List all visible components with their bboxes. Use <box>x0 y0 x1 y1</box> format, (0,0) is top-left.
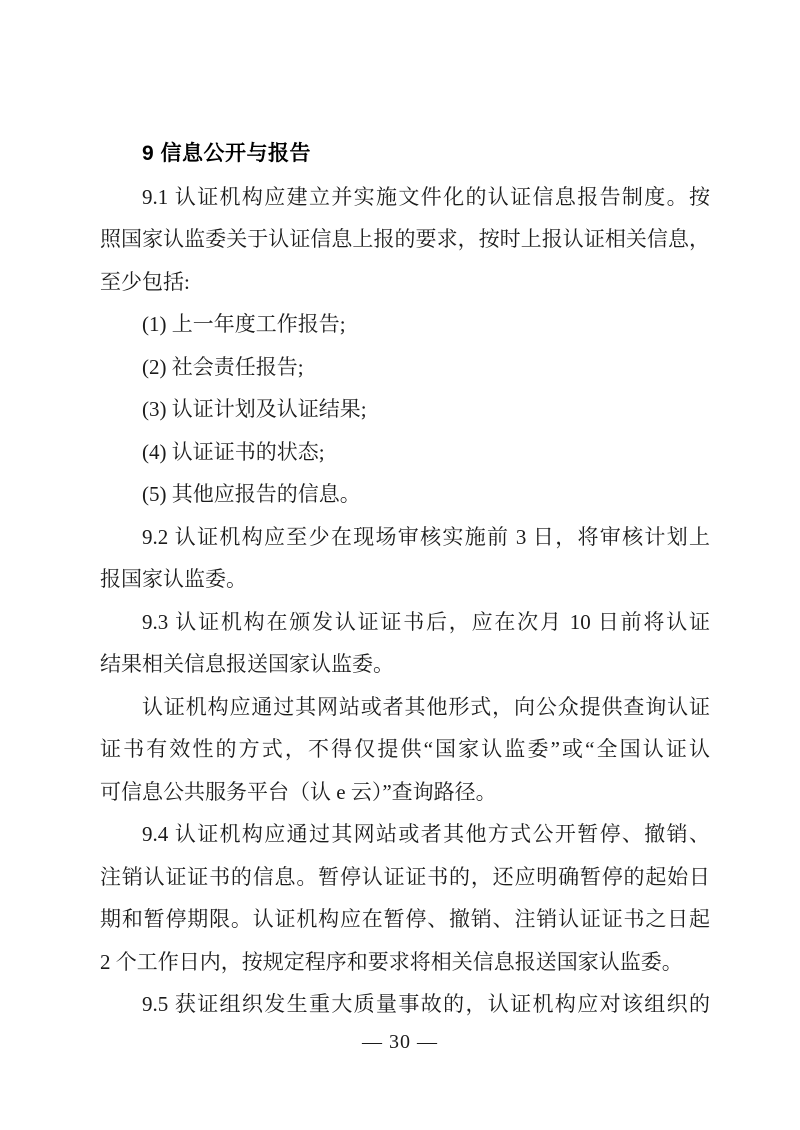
text-line: (4) 认证证书的状态; <box>142 439 325 464</box>
paragraph <box>100 601 710 686</box>
text-line: 9.3 认证机构在颁发认证证书后，应在次月 10 日前将认证 <box>142 609 710 634</box>
paragraph <box>100 813 710 983</box>
page-footer <box>0 1031 800 1054</box>
paragraph <box>100 516 710 601</box>
paragraph <box>100 388 710 431</box>
text-line: (1) 上一年度工作报告; <box>142 312 346 336</box>
text-line: 2 个工作日内，按规定程序和要求将相关信息报送国家认监委。 <box>100 949 683 974</box>
text-line: (3) 认证计划及认证结果; <box>142 397 367 421</box>
text-line: 至少包括: <box>100 269 190 294</box>
text-line: (5) 其他应报告的信息。 <box>142 482 361 506</box>
text-line: 报国家认监委。 <box>100 567 247 591</box>
text-line: 9 信息公开与报告 <box>142 142 312 165</box>
text-line: 照国家认监委关于认证信息上报的要求，按时上报认证相关信息， <box>100 227 710 251</box>
text-line: 结果相关信息报送国家认监委。 <box>100 652 394 676</box>
document-content <box>100 133 710 1026</box>
text-line: 认证机构应通过其网站或者其他形式，向公众提供查询认证 <box>142 694 710 719</box>
text-line: 证书有效性的方式，不得仅提供“国家认监委”或“全国认证认 <box>100 737 710 761</box>
paragraph <box>100 473 710 516</box>
paragraph <box>100 346 710 389</box>
text-line: 注销认证证书的信息。暂停认证证书的，还应明确暂停的起始日 <box>100 864 710 889</box>
section-heading <box>100 133 710 176</box>
paragraph <box>100 983 710 1026</box>
paragraph <box>100 431 710 474</box>
text-line: 9.2 认证机构应至少在现场审核实施前 3 日，将审核计划上 <box>142 524 710 549</box>
page-number: — 30 — <box>362 1031 438 1053</box>
paragraph <box>100 176 710 304</box>
text-line: 9.5 获证组织发生重大质量事故的，认证机构应对该组织的 <box>142 992 710 1016</box>
paragraph <box>100 686 710 814</box>
text-line: 可信息公共服务平台（认 e 云）”查询路径。 <box>100 779 497 804</box>
paragraph <box>100 303 710 346</box>
text-line: 期和暂停期限。认证机构应在暂停、撤销、注销认证证书之日起 <box>100 907 710 931</box>
text-line: (2) 社会责任报告; <box>142 354 304 379</box>
text-line: 9.4 认证机构应通过其网站或者其他方式公开暂停、撤销、 <box>142 822 710 846</box>
text-line: 9.1 认证机构应建立并实施文件化的认证信息报告制度。按 <box>142 184 710 209</box>
